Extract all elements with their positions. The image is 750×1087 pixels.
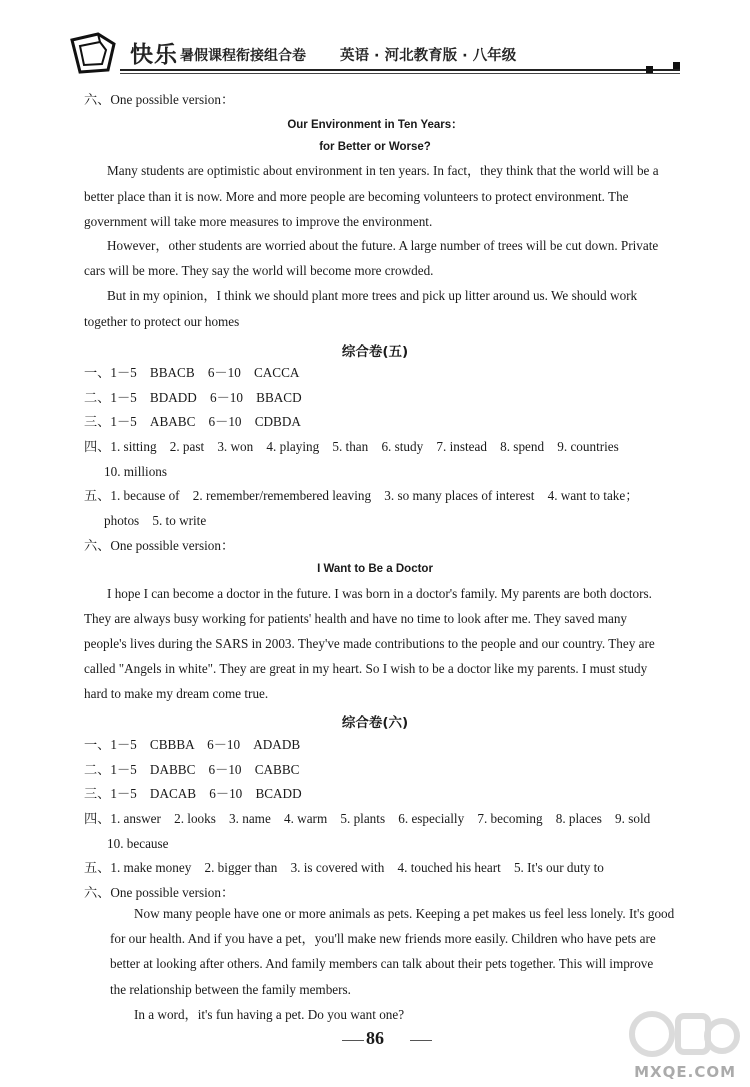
- section-heading: 综合卷(六): [341, 715, 409, 731]
- essay-line: Many students are optimistic about environment in ten years. In fact，they think that the world will be a: [107, 163, 659, 178]
- answer-line: 10. millions: [104, 464, 168, 479]
- subject-info: 英语 · 河北教育版 · 八年级: [340, 48, 517, 64]
- essay-line: I hope I can become a doctor in the future. I was born in a doctor's family. My parents are both doctors.: [107, 586, 652, 601]
- essay-line: the relationship between the family members.: [110, 982, 351, 997]
- answer-line: 四、1. sitting 2. past 3. won 4. playing 5. than 6. study 7. instead 8. spend 9. countries: [84, 439, 619, 454]
- version-label: 六、One possible version：: [84, 538, 235, 553]
- version-label: 六、One possible version：: [84, 92, 235, 107]
- essay-title: Our Environment in Ten Years：: [287, 119, 463, 131]
- header-rule: [120, 69, 680, 71]
- header-rule-thin: [120, 73, 680, 74]
- essay-line: They are always busy working for patients' health and have no time to look after me. They saved many: [84, 611, 628, 626]
- series-title: 暑假课程衔接组合卷: [180, 48, 306, 64]
- version-label: 六、One possible version：: [84, 885, 235, 900]
- essay-line: called "Angels in white". They are great in my heart. So I wish to be a doctor like my parents. I must study: [84, 661, 648, 676]
- answer-line: 五、1. make money 2. bigger than 3. is covered with 4. touched his heart 5. It's our duty to: [84, 860, 604, 875]
- essay-line: cars will be more. They say the world will become more crowded.: [84, 263, 434, 278]
- essay-title: I Want to Be a Doctor: [317, 563, 433, 575]
- answer-line: 二、1－5 DABBC 6－10 CABBC: [84, 762, 300, 777]
- essay-line: government will take more measures to improve the environment.: [84, 214, 433, 229]
- answer-line: photos 5. to write: [104, 513, 207, 528]
- essay-line: better at looking after others. And family members can talk about their pets together. This will improve: [110, 956, 654, 971]
- essay-line: people's lives during the SARS in 2003. They've made contributions to the people and our country. They are: [84, 636, 655, 651]
- answer-line: 五、1. because of 2. remember/remembered leaving 3. so many places of interest 4. want to take；: [84, 488, 639, 503]
- essay-line: However，other students are worried about the future. A large number of trees will be cut down. Private: [107, 238, 659, 253]
- essay-line: But in my opinion，I think we should plant more trees and pick up litter around us. We should work: [107, 288, 638, 303]
- answer-line: 三、1－5 ABABC 6－10 CDBDA: [84, 414, 301, 429]
- essay-subtitle: for Better or Worse?: [319, 141, 431, 153]
- answer-line: 10. because: [107, 836, 169, 851]
- rule-square: [673, 62, 680, 69]
- essay-line: better place than it is now. More and more people are becoming volunteers to protect environment. The: [84, 189, 629, 204]
- section-heading: 综合卷(五): [341, 344, 409, 360]
- answer-line: 四、1. answer 2. looks 3. name 4. warm 5. plants 6. especially 7. becoming 8. places 9. sold: [84, 811, 651, 826]
- book-logo-icon: [68, 30, 120, 76]
- page-header: [0, 0, 750, 90]
- essay-line: In a word，it's fun having a pet. Do you want one?: [134, 1007, 405, 1022]
- rule-square: [646, 66, 653, 73]
- page-number-dash: [410, 1040, 432, 1041]
- answer-line: 三、1－5 DACAB 6－10 BCADD: [84, 786, 302, 801]
- essay-line: together to protect our homes: [84, 314, 240, 329]
- answer-line: 二、1－5 BDADD 6－10 BBACD: [84, 390, 302, 405]
- page-number: 86: [366, 1028, 384, 1048]
- answer-line: 一、1－5 CBBBA 6－10 ADADB: [84, 737, 301, 752]
- essay-line: hard to make my dream come true.: [84, 686, 269, 701]
- answer-line: 一、1－5 BBACB 6－10 CACCA: [84, 365, 300, 380]
- brand-title: 快乐: [130, 42, 178, 68]
- essay-line: Now many people have one or more animals as pets. Keeping a pet makes us feel less lonely. It's good: [134, 906, 675, 921]
- essay-line: for our health. And if you have a pet，you'll make new friends more easily. Children who have pets are: [110, 931, 656, 946]
- watermark-text: MXQE.COM: [634, 1063, 736, 1081]
